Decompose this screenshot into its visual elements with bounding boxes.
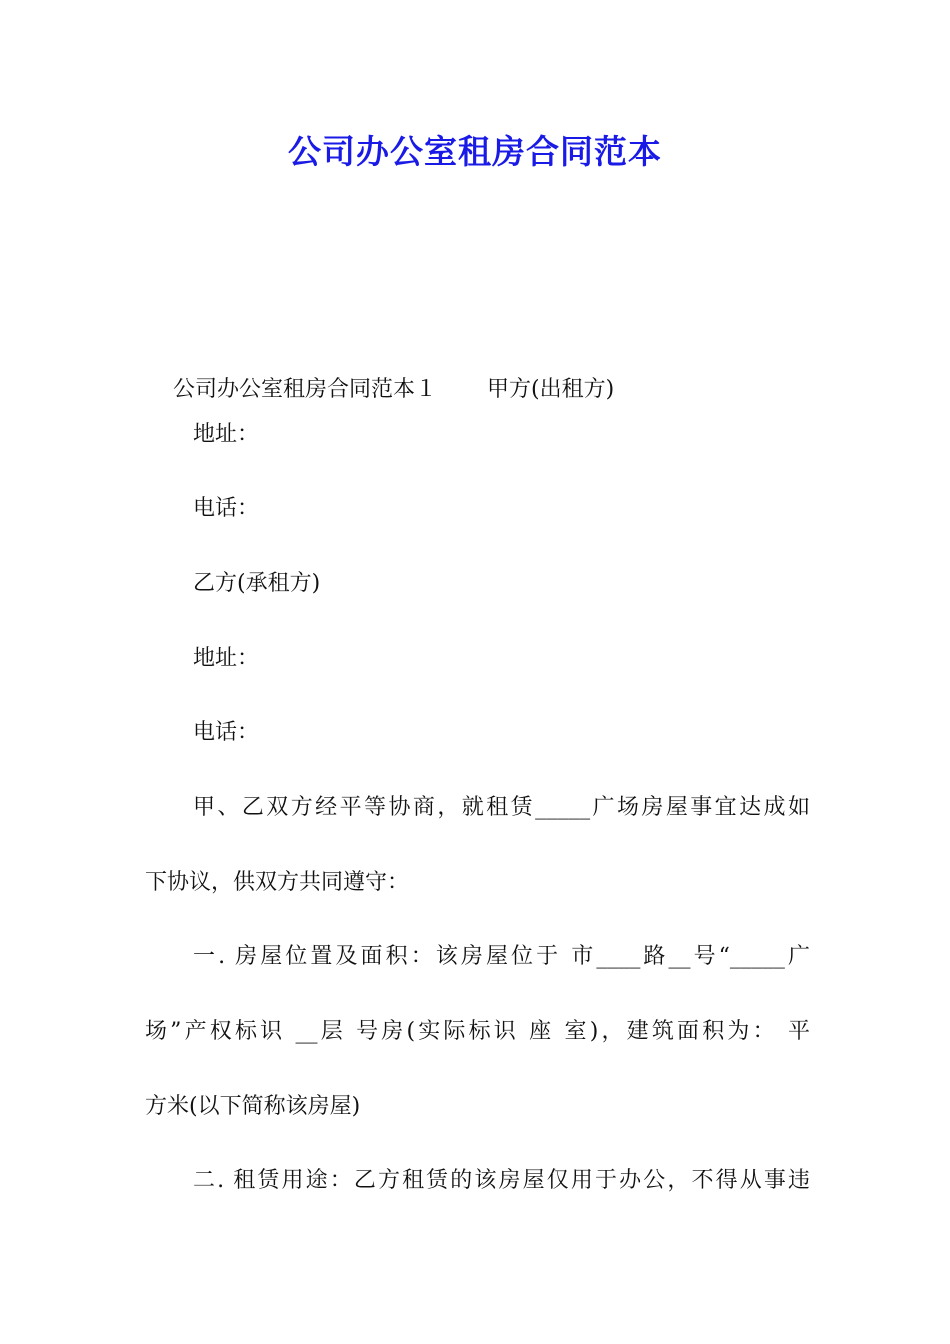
clause-2-line-1: 二. 租赁用途：乙方租赁的该房屋仅用于办公，不得从事违 xyxy=(193,1168,810,1193)
clause-1-line-2: 场”产权标识 __层 号房(实际标识 座 室)，建筑面积为： 平 xyxy=(145,1019,810,1044)
party-b-label: 乙方(承租方) xyxy=(193,571,321,596)
document-title: 公司办公室租房合同范本 xyxy=(288,132,662,171)
intro-paragraph-line-1: 甲、乙双方经平等协商，就租赁_____广场房屋事宜达成如 xyxy=(193,795,810,820)
party-b-phone: 电话： xyxy=(193,720,260,745)
party-a-address: 地址： xyxy=(193,422,260,447)
party-b-address: 地址： xyxy=(193,646,260,671)
party-a-phone: 电话： xyxy=(193,496,260,521)
clause-1-line-3: 方米(以下简称该房屋) xyxy=(145,1094,361,1119)
intro-paragraph-line-2: 下协议，供双方共同遵守： xyxy=(145,870,410,895)
clause-1-line-1: 一. 房屋位置及面积：该房屋位于 市____路__号“_____广 xyxy=(193,944,810,969)
section-heading: 公司办公室租房合同范本１ xyxy=(172,377,437,402)
party-a-label: 甲方(出租方) xyxy=(487,377,615,402)
